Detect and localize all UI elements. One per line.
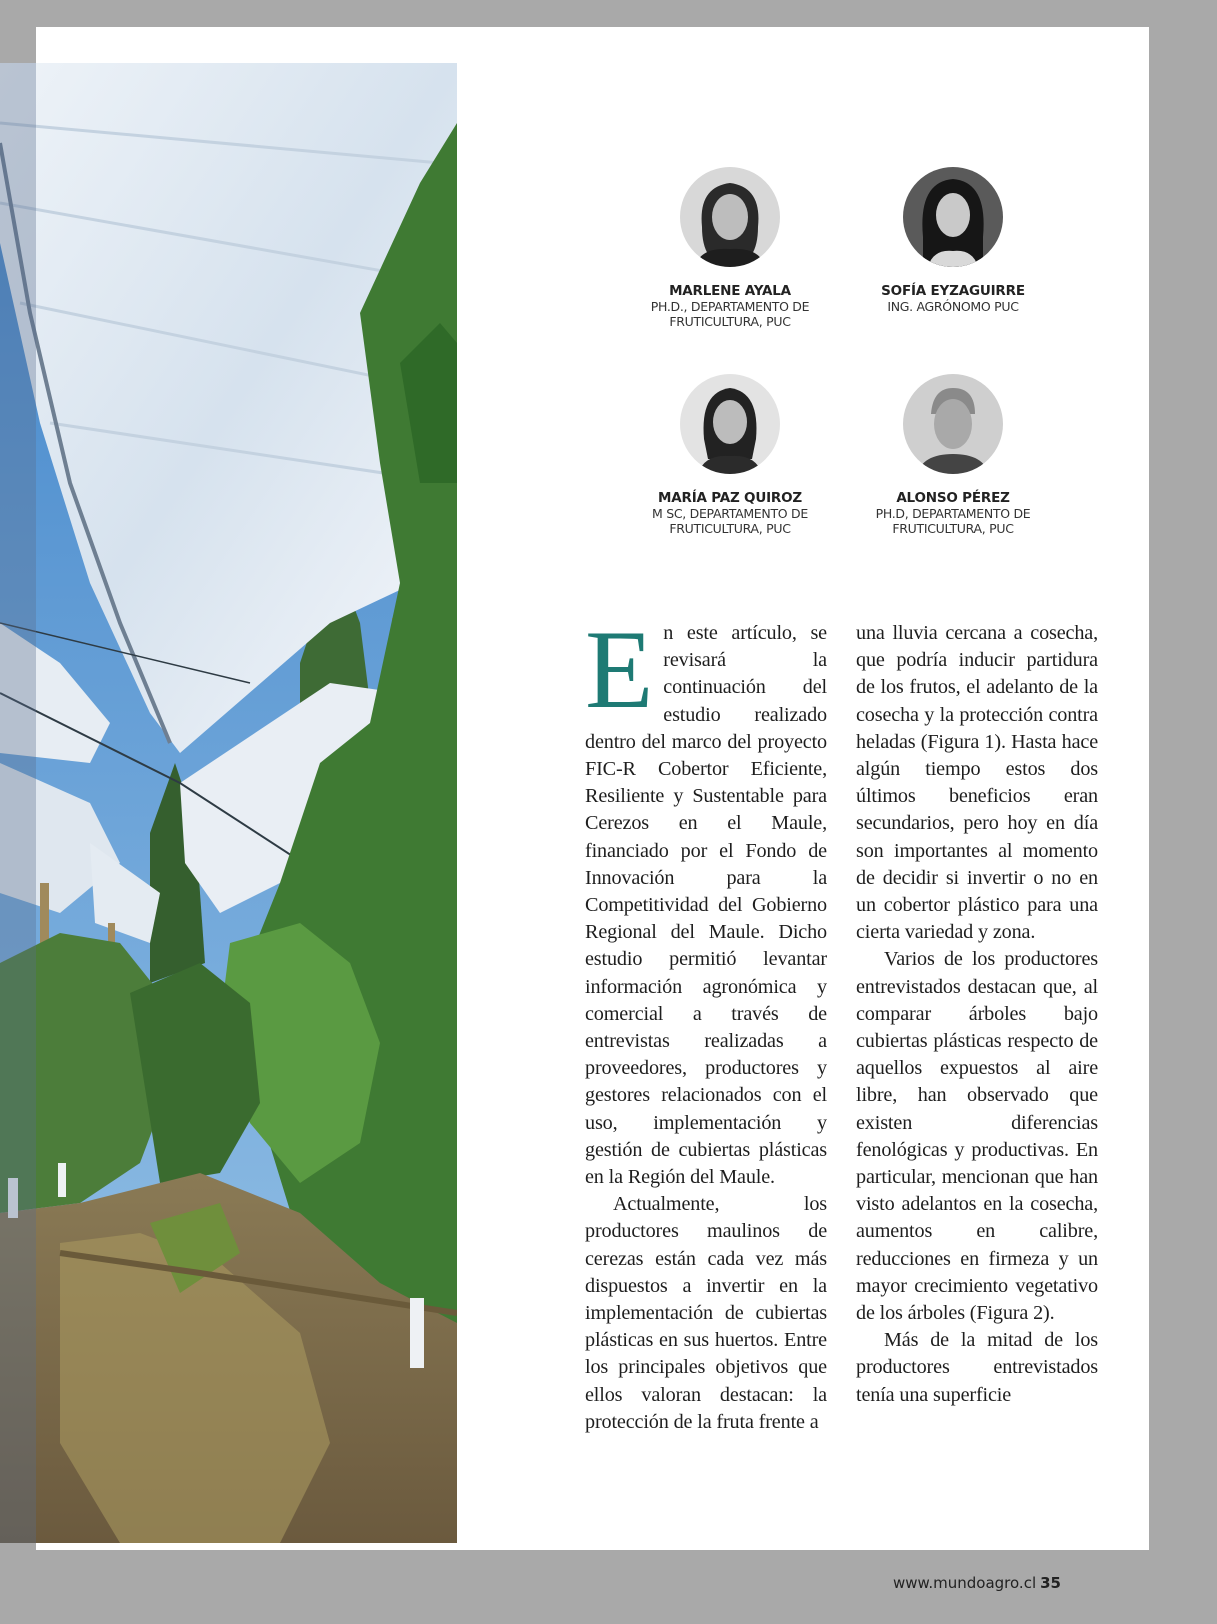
author-card-maria-paz-quiroz xyxy=(615,374,845,536)
avatar xyxy=(903,374,1003,474)
author-portrait-icon xyxy=(903,374,1003,474)
article-column-1 xyxy=(585,608,827,1436)
page-footer xyxy=(893,1574,1061,1592)
author-title-line: FRUTICULTURA, PUC xyxy=(669,314,791,329)
article-paragraph: Más de la mitad de los productores entrevistados tenía una superficie xyxy=(856,1329,1098,1406)
author-name: MARÍA PAZ QUIROZ xyxy=(658,490,802,506)
author-title-line: FRUTICULTURA, PUC xyxy=(669,521,791,536)
author-title-line: M SC, DEPARTAMENTO DE xyxy=(652,506,808,521)
author-card-alonso-perez xyxy=(838,374,1068,536)
author-name: SOFÍA EYZAGUIRRE xyxy=(881,283,1025,299)
article-paragraph xyxy=(585,608,827,1191)
article-paragraph: una lluvia cercana a cosecha, que podría inducir partidura de los frutos, el adelanto de la cosecha y la protección contra heladas (Figura 1). Hasta hace algún tiempo estos dos últimos beneficios eran secundarios, pero hoy en día son importantes al momento de decidir si invertir o no en un cobertor plástico para una cierta variedad y zona. xyxy=(856,622,1098,944)
paragraph-text: n este artículo, se revisará la continuación del estudio realizado dentro del marco del proyecto FIC-R Cobertor Eficiente, Resiliente y Sustentable para Cerezos en el Maule, financiado por el Fondo de Innovación para la Competitividad del Gobierno Regional del Maule. Dicho estudio permitió levantar información agronómica y comercial a través de entrevistas realizadas a proveedores, productores y gestores relacionados con el uso, implementación y gestión de cubiertas plásticas en la Región del Maule. xyxy=(585,622,827,1189)
page-number: 35 xyxy=(1040,1574,1061,1592)
avatar xyxy=(680,167,780,267)
author-portrait-icon xyxy=(680,374,780,474)
author-name: ALONSO PÉREZ xyxy=(896,490,1010,506)
author-portrait-icon xyxy=(903,167,1003,267)
author-card-sofia-eyzaguirre xyxy=(838,167,1068,314)
article-paragraph: Actualmente, los productores maulinos de cerezas están cada vez más dispuestos a invertir en la implementación de cubiertas plásticas en sus huertos. Entre los principales objetivos que ellos valoran destacan: la protección de la fruta frente a xyxy=(585,1193,827,1433)
avatar xyxy=(903,167,1003,267)
orchard-photo xyxy=(0,63,457,1543)
avatar xyxy=(680,374,780,474)
author-portrait-icon xyxy=(680,167,780,267)
author-title-line: ING. AGRÓNOMO PUC xyxy=(887,299,1019,314)
photo-edge-shade xyxy=(0,63,36,1543)
author-title-line: FRUTICULTURA, PUC xyxy=(892,521,1014,536)
author-card-marlene-ayala xyxy=(615,167,845,329)
author-title-line: PH.D., DEPARTAMENTO DE xyxy=(650,299,810,314)
drop-cap: E xyxy=(585,608,654,732)
author-name: MARLENE AYALA xyxy=(669,283,791,299)
author-title-line: PH.D, DEPARTAMENTO DE xyxy=(875,506,1031,521)
orchard-photo-image xyxy=(0,63,457,1543)
article-column-2 xyxy=(856,620,1098,1409)
article-paragraph: Varios de los productores entrevistados destacan que, al comparar árboles bajo cubiertas plásticas respecto de aquellos expuestos al aire libre, han observado que existen diferencias fenológicas y productivas. En particular, mencionan que han visto adelantos en la cosecha, aumentos en calibre, reducciones en firmeza y un mayor crecimiento vegetativo de los árboles (Figura 2). xyxy=(856,948,1098,1325)
footer-url[interactable]: www.mundoagro.cl xyxy=(892,1574,1037,1592)
